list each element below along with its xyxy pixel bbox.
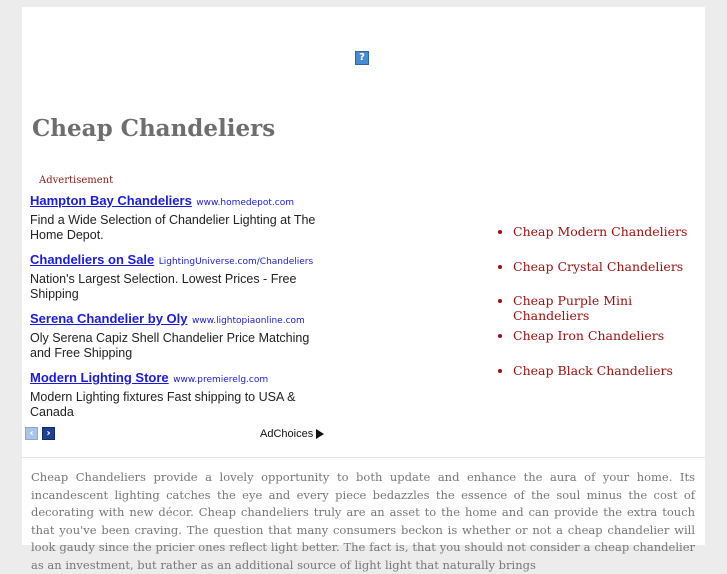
page-title: Cheap Chandeliers [32, 115, 276, 142]
ad-url-link[interactable]: LightingUniverse.com/Chandeliers [158, 257, 314, 267]
help-icon[interactable]: ? [355, 51, 369, 65]
content-divider [22, 457, 705, 458]
ad-url-link[interactable]: www.homedepot.com [196, 198, 294, 208]
ad-description: Find a Wide Selection of Chandelier Lighting at The Home Depot. [30, 213, 316, 242]
ad-prev-button[interactable]: ‹ [25, 427, 38, 440]
ad-title-link[interactable]: Serena Chandelier by Oly [30, 311, 188, 326]
page-container [22, 7, 705, 572]
ad-description: Modern Lighting fixtures Fast shipping to USA & Canada [30, 390, 296, 419]
related-link[interactable]: Cheap Crystal Chandeliers [498, 259, 705, 294]
play-icon [316, 429, 324, 439]
advertisement-label: Advertisement [39, 175, 114, 186]
ad-next-button[interactable]: › [42, 427, 55, 440]
related-link[interactable]: Cheap Purple Mini Chandeliers [498, 293, 705, 328]
ad-url-link[interactable]: www.premierelg.com [173, 375, 269, 385]
related-link[interactable]: Cheap Modern Chandeliers [498, 224, 705, 259]
article-body: Cheap Chandeliers provide a lovely opportunity to both update and enhance the aura of your home. Its incandescent lighting catches the eye and every piece bedazzles the essence of the soul minus the cost of decorating with new décor. Cheap chandeliers truly are an asset to the home and can provide the extra touch that you've been craving. The question that many consumers beckon is whether or not a cheap chandelier will look gaudy since the pricier ones reflect light better. The fact is, that you should not consider a cheap chandelier as an investment, but rather as an additional source of light light that naturally brings [31, 470, 695, 572]
adchoices-label: AdChoices [260, 428, 314, 440]
ad-description: Oly Serena Capiz Shell Chandelier Price Matching and Free Shipping [30, 331, 310, 360]
ad-unit [30, 369, 330, 420]
ad-title-link[interactable]: Hampton Bay Chandeliers [30, 193, 192, 208]
ad-description: Nation's Largest Selection. Lowest Prices - Free Shipping [30, 272, 297, 301]
adchoices-link[interactable] [260, 428, 324, 440]
related-link[interactable]: Cheap Black Chandeliers [498, 363, 705, 398]
ad-unit [30, 192, 330, 243]
related-links-list [498, 224, 705, 397]
related-link[interactable]: Cheap Iron Chandeliers [498, 328, 705, 363]
ad-title-link[interactable]: Modern Lighting Store [30, 370, 169, 385]
ad-url-link[interactable]: www.lightopiaonline.com [191, 316, 305, 326]
ad-unit [30, 251, 330, 302]
ad-unit [30, 310, 330, 361]
ad-title-link[interactable]: Chandeliers on Sale [30, 252, 155, 267]
